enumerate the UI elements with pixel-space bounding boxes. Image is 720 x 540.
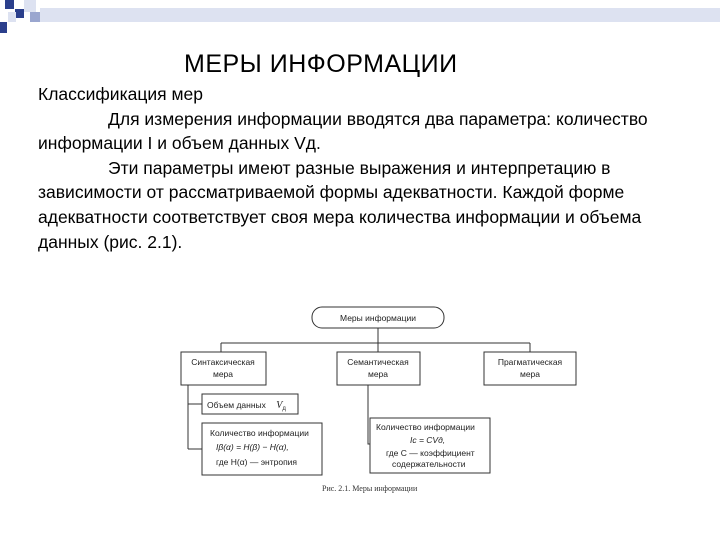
syn-quantity-formula: Iβ(α) = H(β) − H(α), <box>216 442 289 452</box>
volume-text: Объем данных <box>207 400 266 410</box>
sem-quantity-formula: Ic = CVд, <box>410 435 446 445</box>
pragmatic-label-1: Прагматическая <box>497 357 563 367</box>
deco-square-dark-1 <box>5 0 14 9</box>
slide-title: МЕРЫ ИНФОРМАЦИИ <box>184 50 458 78</box>
semantic-label-2: мера <box>367 369 389 379</box>
deco-square-mid <box>30 12 40 22</box>
volume-symbol: V <box>276 400 283 411</box>
syn-quantity-line3: где H(α) — энтропия <box>216 457 298 467</box>
deco-square-dark-2 <box>15 9 24 18</box>
connector-root <box>221 328 530 352</box>
volume-label <box>207 400 286 412</box>
title-decoration <box>0 0 720 40</box>
root-label: Меры информации <box>340 313 416 323</box>
connector-syntactic <box>188 385 202 449</box>
syn-quantity-line1: Количество информации <box>210 428 309 438</box>
deco-square-light-1 <box>24 0 36 12</box>
semantic-label-1: Семантическая <box>347 357 409 367</box>
paragraph-interpretation: Эти параметры имеют разные выражения и интерпретацию в зависимости от рассматриваемой формы адекватности. Каждой форме адекватности соответствует своя мера количества информации и объема данных (рис. 2.1). <box>38 157 642 252</box>
paragraph-parameters: Для измерения информации вводятся два параметра: количество информации I и объем данных Vд. <box>38 108 648 154</box>
sem-quantity-line3: где C — коэффициент <box>386 448 475 458</box>
figure-caption: Рис. 2.1. Меры информации <box>322 484 418 493</box>
volume-subscript: д <box>282 406 286 412</box>
deco-square-light-2 <box>8 12 16 22</box>
sem-quantity-line4: содержательности <box>392 459 466 469</box>
subtitle: Классификация мер <box>38 84 203 104</box>
pragmatic-label-2: мера <box>519 369 541 379</box>
syntactic-label-1: Синтаксическая <box>191 357 255 367</box>
slide-body <box>38 82 698 254</box>
deco-strip <box>40 8 720 22</box>
deco-square-dark-3 <box>0 22 7 33</box>
sem-quantity-line1: Количество информации <box>376 422 475 432</box>
syntactic-label-2: мера <box>212 369 234 379</box>
measures-diagram <box>175 300 595 510</box>
